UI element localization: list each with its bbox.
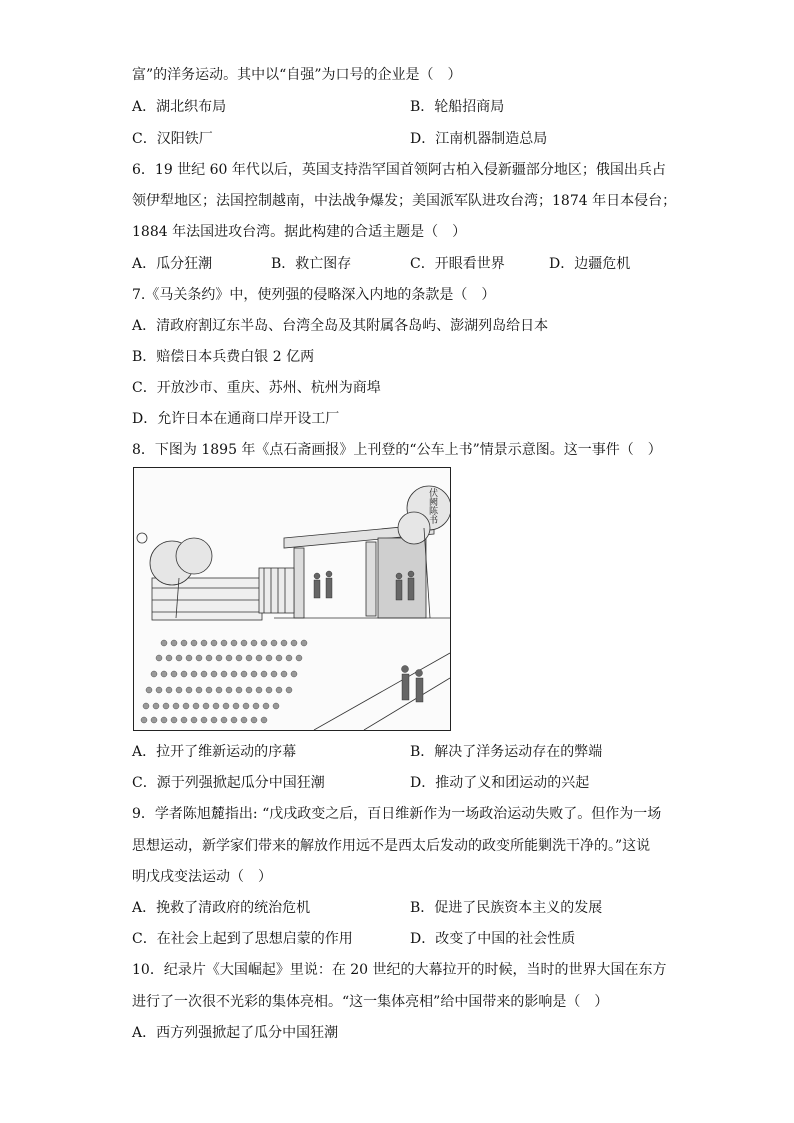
q7-option-b: B．赔偿日本兵费白银 2 亿两 [132,349,315,365]
q6-stem-line2: 领伊犁地区；法国控制越南，中法战争爆发；美国派军队进攻台湾；1874 年日本侵台； [132,193,677,209]
q8-option-c: C．源于列强掀起瓜分中国狂潮 [132,775,325,791]
q9-option-c: C．在社会上起到了思想启蒙的作用 [132,931,353,947]
q7-option-a: A．清政府割辽东半岛、台湾全岛及其附属各岛屿、澎湖列岛给日本 [132,318,549,334]
q10-stem-line2: 进行了一次很不光彩的集体亮相。“这一集体亮相”给中国带来的影响是（ ） [132,994,609,1010]
q6-stem-line1: 6．19 世纪 60 年代以后，英国支持浩罕国首领阿古柏入侵新疆部分地区；俄国出兵占 [132,162,666,178]
q8-option-a: A．拉开了维新运动的序幕 [132,744,297,760]
q5-option-c: C．汉阳铁厂 [132,131,213,147]
q9-option-a: A．挽救了清政府的统治危机 [132,900,311,916]
q9-option-b: B．促进了民族资本主义的发展 [410,900,603,916]
q10-stem-line1: 10．纪录片《大国崛起》里说：在 20 世纪的大幕拉开的时候，当时的世界大国在东方 [132,962,667,978]
q7-stem: 7.《马关条约》中，使列强的侵略深入内地的条款是（ ） [132,287,496,303]
q6-option-a: A．瓜分狂潮 [132,256,213,272]
q6-option-b: B．救亡图存 [271,256,352,272]
q7-option-c: C．开放沙市、重庆、苏州、杭州为商埠 [132,380,381,396]
gongche-shangshu-illustration [133,467,451,731]
q10-option-a: A．西方列强掀起了瓜分中国狂潮 [132,1025,339,1041]
q6-option-d: D．边疆危机 [549,256,631,272]
q8-option-d: D．推动了义和团运动的兴起 [410,775,590,791]
q5-stem-continuation: 富”的洋务运动。其中以“自强”为口号的企业是（ ） [132,67,462,83]
q8-option-b: B．解决了洋务运动存在的弊端 [410,744,603,760]
q9-stem-line3: 明戊戌变法运动（ ） [132,869,272,885]
q9-stem-line2: 思想运动，新学家们带来的解放作用远不是西太后发动的政变所能剿洗干净的。”这说 [132,838,651,854]
q5-option-d: D．江南机器制造总局 [410,131,548,147]
q5-option-b: B．轮船招商局 [410,99,505,115]
q6-stem-line3: 1884 年法国进攻台湾。据此构建的合适主题是（ ） [132,224,467,240]
q5-option-a: A．湖北织布局 [132,99,227,115]
q9-stem-line1: 9．学者陈旭麓指出: “戊戌政变之后，百日维新作为一场政治运动失败了。但作为一场 [132,806,662,822]
q7-option-d: D．允许日本在通商口岸开设工厂 [132,411,340,427]
q8-stem: 8．下图为 1895 年《点石斋画报》上刊登的“公车上书”情景示意图。这一事件（ ） [132,442,662,458]
illustration-caption: 伏阙陈书 [427,488,437,524]
q9-option-d: D．改变了中国的社会性质 [410,931,576,947]
q6-option-c: C．开眼看世界 [410,256,505,272]
